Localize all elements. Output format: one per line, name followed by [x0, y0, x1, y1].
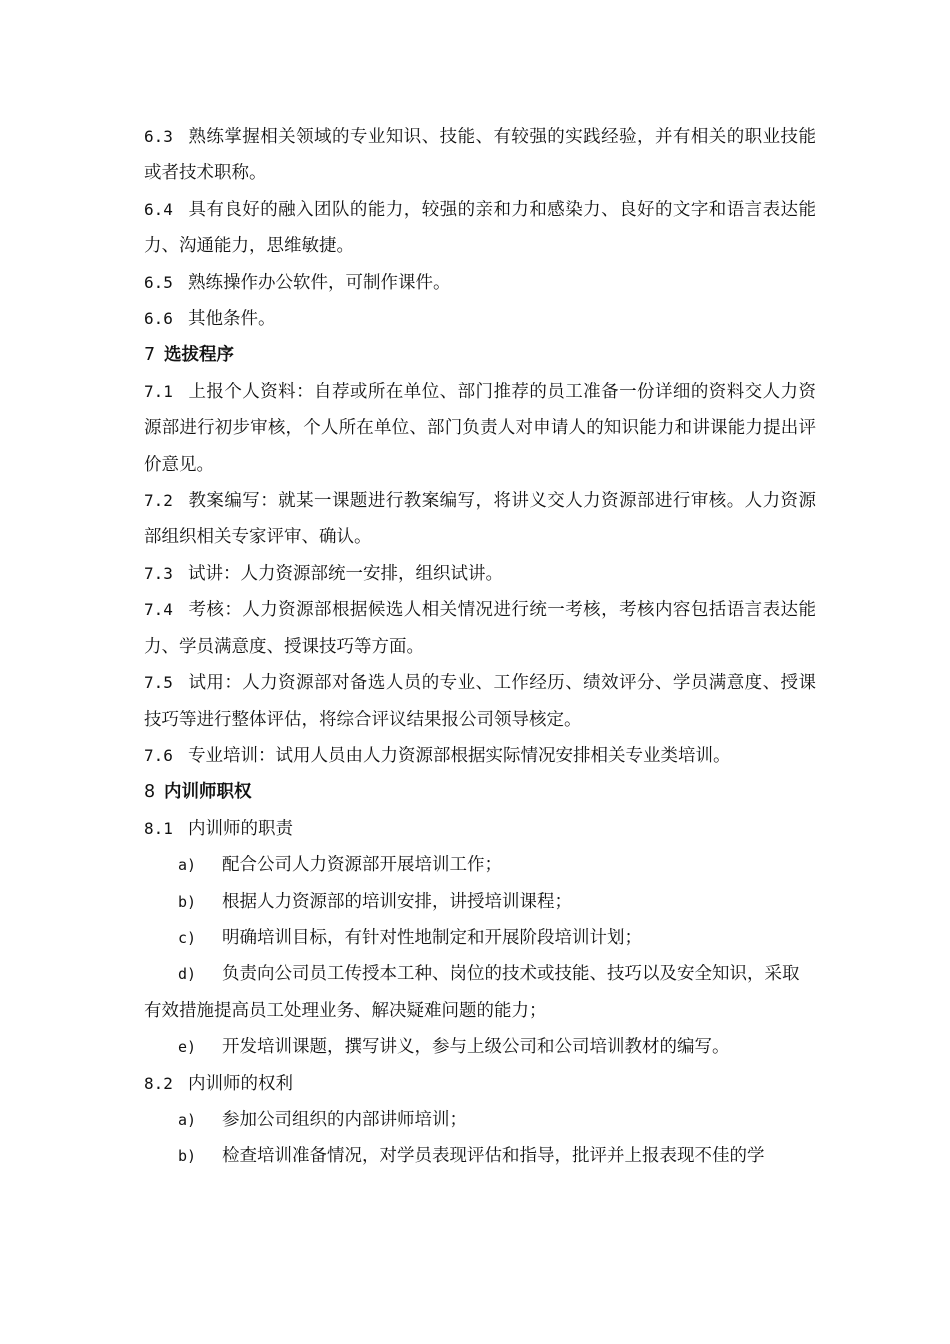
clause-text: 考核：人力资源部根据候选人相关情况进行统一考核，考核内容包括语言表达能力、学员满意度、授课技巧等方面。 — [144, 600, 816, 657]
item-marker: a) — [178, 856, 197, 875]
item-text: 检查培训准备情况，对学员表现评估和指导，批评并上报表现不佳的学 — [222, 1146, 765, 1167]
clause-number: 7.5 — [144, 673, 173, 693]
clause-number: 7.3 — [144, 563, 173, 583]
clause-6-4 — [144, 192, 816, 265]
clause-number: 6.3 — [144, 127, 173, 146]
duty-item — [144, 956, 816, 1029]
clause-number: 6.4 — [144, 199, 173, 219]
clause-7-2 — [144, 483, 816, 556]
clause-number: 6.6 — [144, 309, 173, 329]
item-text: 根据人力资源部的培训安排，讲授培训课程； — [222, 891, 572, 912]
clause-6-3 — [144, 119, 816, 192]
item-text: 开发培训课题，撰写讲义，参与上级公司和公司培训教材的编写。 — [222, 1037, 730, 1058]
clause-number: 7.2 — [144, 491, 173, 511]
clause-number: 7.1 — [144, 381, 173, 401]
clause-6-5 — [144, 265, 816, 301]
clause-7-4 — [144, 592, 816, 665]
item-marker: a) — [178, 1110, 197, 1129]
section-number: 8 — [144, 782, 156, 803]
section-title: 内训师职权 — [164, 782, 252, 803]
clause-text: 熟练操作办公软件，可制作课件。 — [188, 272, 451, 293]
clause-7-1 — [144, 374, 816, 483]
item-text: 配合公司人力资源部开展培训工作； — [222, 855, 502, 876]
item-marker: b) — [178, 1147, 197, 1166]
duty-item — [144, 847, 816, 883]
clause-number: 6.5 — [144, 272, 173, 292]
clause-text: 内训师的权利 — [188, 1073, 293, 1094]
item-marker: b) — [178, 892, 197, 911]
item-text: 负责向公司员工传授本工种、岗位的技术或技能、技巧以及安全知识，采取有效措施提高员工处理业务、解决疑难问题的能力； — [144, 964, 800, 1021]
clause-text: 教案编写：就某一课题进行教案编写，将讲义交人力资源部进行审核。人力资源部组织相关专家评审、确认。 — [144, 491, 816, 548]
clause-7-3 — [144, 556, 816, 592]
clause-text: 上报个人资料：自荐或所在单位、部门推荐的员工准备一份详细的资料交人力资源部进行初步审核，个人所在单位、部门负责人对申请人的知识能力和讲课能力提出评价意见。 — [144, 381, 816, 475]
clause-8-2 — [144, 1066, 816, 1102]
section-heading-8 — [144, 774, 816, 810]
clause-number: 7.4 — [144, 600, 173, 620]
clause-text: 内训师的职责 — [188, 818, 293, 839]
item-text: 明确培训目标，有针对性地制定和开展阶段培训计划； — [222, 927, 642, 948]
duty-item — [144, 884, 816, 920]
item-marker: d) — [178, 965, 197, 984]
right-item — [144, 1102, 816, 1138]
section-heading-7 — [144, 337, 816, 373]
duty-item — [144, 920, 816, 956]
clause-text: 试用：人力资源部对备选人员的专业、工作经历、绩效评分、学员满意度、授课技巧等进行整体评估，将综合评议结果报公司领导核定。 — [144, 673, 816, 730]
item-text: 参加公司组织的内部讲师培训； — [222, 1109, 467, 1130]
clause-7-6 — [144, 738, 816, 774]
section-title: 选拔程序 — [164, 345, 234, 366]
clause-text: 其他条件。 — [188, 309, 276, 330]
document-body — [144, 119, 816, 1175]
item-marker: e) — [178, 1038, 197, 1057]
clause-text: 试讲：人力资源部统一安排，组织试讲。 — [188, 563, 503, 584]
clause-text: 具有良好的融入团队的能力，较强的亲和力和感染力、良好的文字和语言表达能力、沟通能力，思维敏捷。 — [144, 199, 816, 257]
duty-item — [144, 1029, 816, 1065]
clause-number: 8.2 — [144, 1073, 173, 1093]
clause-8-1 — [144, 811, 816, 847]
item-marker: c) — [178, 928, 197, 947]
section-number: 7 — [144, 345, 156, 366]
right-item — [144, 1138, 816, 1174]
clause-text: 专业培训：试用人员由人力资源部根据实际情况安排相关专业类培训。 — [188, 745, 731, 766]
clause-6-6 — [144, 301, 816, 337]
clause-number: 8.1 — [144, 818, 173, 838]
clause-text: 熟练掌握相关领域的专业知识、技能、有较强的实践经验，并有相关的职业技能或者技术职称。 — [144, 127, 816, 184]
clause-7-5 — [144, 665, 816, 738]
clause-number: 7.6 — [144, 745, 173, 765]
